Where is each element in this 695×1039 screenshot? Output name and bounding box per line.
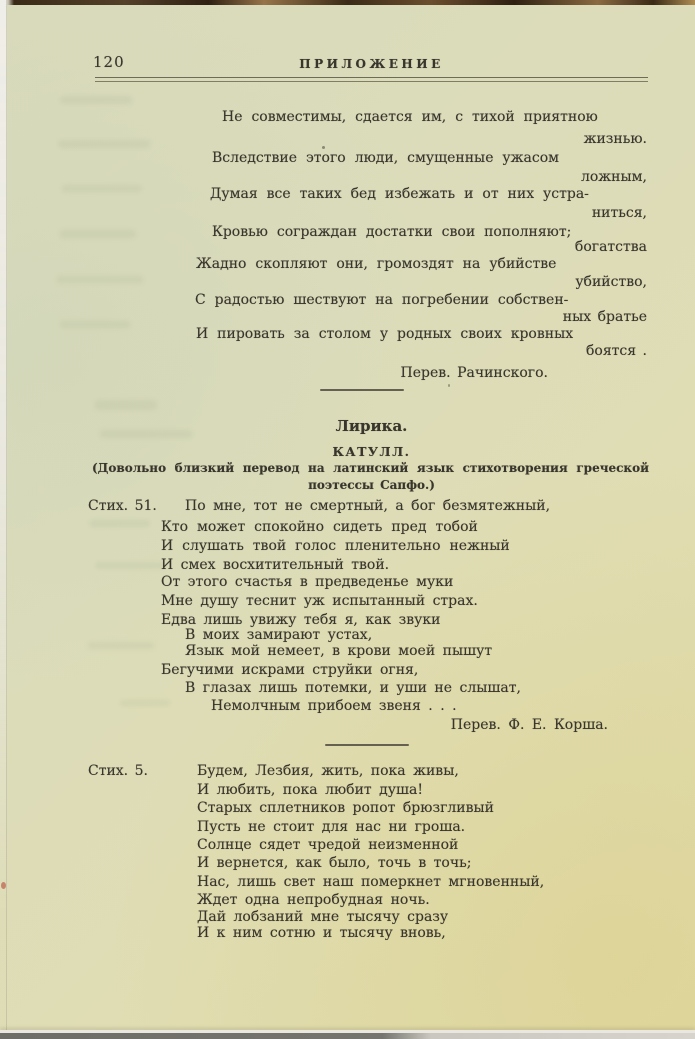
bleed-through-smudge xyxy=(120,700,170,706)
bleed-through-smudge xyxy=(58,140,150,148)
section-title: Лирика. xyxy=(335,417,408,435)
bleed-through-smudge xyxy=(88,642,154,649)
poem-label: Стих. 51. xyxy=(88,498,157,514)
editor-note-line2: поэтессы Сапфо.) xyxy=(308,478,435,492)
bleed-through-smudge xyxy=(60,96,132,104)
translator-attribution: Перев. Ф. Е. Корша. xyxy=(450,717,608,733)
ink-speck xyxy=(448,384,450,387)
poem-line: Мне душу теснит уж испытанный страх. xyxy=(161,593,478,609)
verse-line: Жадно скопляют они, громоздят на убийстве xyxy=(196,256,557,272)
poem-line: Пусть не стоит для нас ни гроша. xyxy=(197,819,466,835)
poem-line: Бегучими искрами струйки огня, xyxy=(161,662,419,678)
bleed-through-smudge xyxy=(60,230,136,238)
poem-line: Будем, Лезбия, жить, пока живы, xyxy=(197,763,459,779)
poem-line: И смех восхитительный твой. xyxy=(161,557,390,573)
poem-line: Дай лобзаний мне тысячу сразу xyxy=(197,909,449,925)
bleed-through-smudge xyxy=(57,276,143,283)
section-divider xyxy=(320,389,404,391)
verse-hang-word: богатства xyxy=(574,239,647,255)
verse-hang-word: ложным, xyxy=(580,169,647,185)
bleed-through-smudge xyxy=(60,321,130,328)
verse-hang-word: жизнью. xyxy=(583,131,647,147)
bleed-through-smudge xyxy=(62,185,142,192)
verse-line: С радостью шествуют на погребении собствен- xyxy=(195,292,569,308)
poem-line: Язык мой немеет, в крови моей пышут xyxy=(185,643,493,659)
verse-line: Кровью сограждан достатки свои пополняют; xyxy=(212,224,572,240)
editor-note-line1: (Довольно близкий перевод на латинский язык стихотворения греческой xyxy=(92,461,649,475)
poem-line: И слушать твой голос пленительно нежный xyxy=(161,538,510,554)
running-head: ПРИЛОЖЕНИЕ xyxy=(299,57,444,71)
poem-line: Нас, лишь свет наш померкнет мгновенный, xyxy=(197,874,545,890)
verse-line: Думая все таких бед избежать и от них устра- xyxy=(210,186,589,202)
poem-line: В глазах лишь потемки, и уши не слышат, xyxy=(185,680,521,696)
verse-line: Не совместимы, сдается им, с тихой приятною xyxy=(222,109,598,125)
verse-hang-word: убийство, xyxy=(575,274,647,290)
ink-speck xyxy=(322,146,325,149)
bleed-through-smudge xyxy=(95,400,157,410)
bleed-through-smudge xyxy=(90,520,150,527)
verse-hang-word: ных братье xyxy=(562,309,647,325)
poem-line: Солнце сядет чредой неизменной xyxy=(197,837,459,853)
poem-line: Едва лишь увижу тебя я, как звуки xyxy=(161,612,441,628)
translator-attribution: Перев. Рачинского. xyxy=(400,365,548,381)
verse-hang-word: ниться, xyxy=(591,205,647,221)
section-divider xyxy=(325,744,409,746)
poem-line: И вернется, как было, точь в точь; xyxy=(197,855,472,871)
poem-line: От этого счастья в предведенье муки xyxy=(161,574,454,590)
section-author: КАТУЛЛ. xyxy=(332,444,411,459)
header-rule xyxy=(95,77,648,82)
scan-bottom-edge-dark xyxy=(0,1033,695,1039)
poem-line: Немолчным прибоем звеня . . . xyxy=(211,698,457,714)
page-number: 120 xyxy=(93,53,125,71)
poem-line: В моих замирают устах, xyxy=(185,627,373,643)
bleed-through-smudge xyxy=(95,562,165,569)
poem-label: Стих. 5. xyxy=(88,763,148,779)
scan-top-edge xyxy=(0,0,695,5)
poem-line: И к ним сотню и тысячу вновь, xyxy=(197,925,446,941)
verse-line: И пировать за столом у родных своих кровных xyxy=(196,326,574,342)
red-mark xyxy=(1,882,6,889)
verse-line: Вследствие этого люди, смущенные ужасом xyxy=(212,150,560,166)
verse-hang-word: боятся . xyxy=(585,343,647,359)
poem-line: Ждет одна непробудная ночь. xyxy=(197,892,430,908)
poem-line: Старых сплетников ропот брюзгливый xyxy=(197,800,494,816)
poem-line: Кто может спокойно сидеть пред тобой xyxy=(161,519,478,535)
poem-line: По мне, тот не смертный, а бог безмятежный, xyxy=(185,498,551,514)
poem-line: И любить, пока любит душа! xyxy=(197,782,423,798)
